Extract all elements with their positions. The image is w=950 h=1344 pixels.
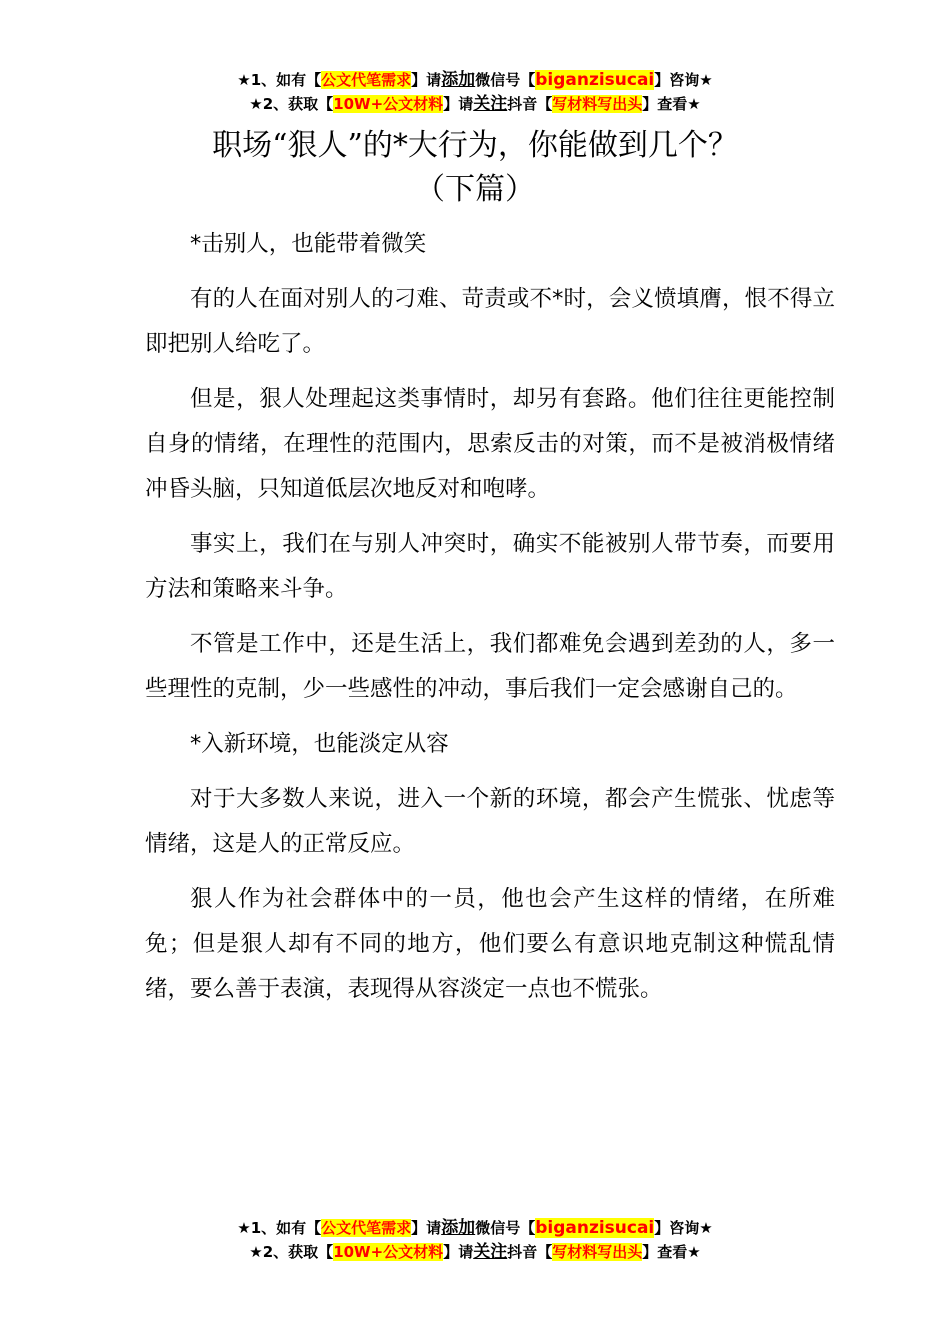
promo-text: 微信号【 [475, 1219, 536, 1237]
document-title: 职场“狠人”的*大行为，你能做到几个？ [212, 128, 738, 163]
promo-text: ★1、如有【 [237, 1219, 322, 1237]
promo-highlight: 10W+公文材料 [333, 95, 444, 113]
paragraph: 但是，狠人处理起这类事情时，却另有套路。他们往往更能控制自身的情绪，在理性的范围内，思索反击的对策，而不是被消极情绪冲昏头脑，只知道低层次地反对和咆哮。 [145, 386, 835, 502]
section-heading: *击别人，也能带着微笑 [190, 231, 427, 257]
promo-underline: 添加 [441, 70, 476, 90]
promo-highlight-douyin: 写材料写出头 [552, 95, 643, 113]
promo-underline: 添加 [441, 1218, 476, 1238]
promo-line-2 [0, 1240, 950, 1264]
promo-text: 抖音【 [507, 95, 553, 113]
promo-highlight-wechat-id: biganzisucai [535, 70, 655, 90]
paragraph: 对于大多数人来说，进入一个新的环境，都会产生慌张、忧虑等情绪，这是人的正常反应。 [145, 786, 835, 857]
paragraph: 狠人作为社会群体中的一员，他也会产生这样的情绪，在所难免；但是狠人却有不同的地方，他们要么有意识地克制这种慌乱情绪，要么善于表演，表现得从容淡定一点也不慌张。 [145, 886, 835, 1002]
document-subtitle: （下篇） [415, 172, 535, 207]
promo-highlight-douyin: 写材料写出头 [552, 1243, 643, 1261]
promo-text: 微信号【 [475, 71, 536, 89]
promo-line-1 [0, 1216, 950, 1240]
promo-line-2 [0, 92, 950, 116]
promo-highlight: 公文代笔需求 [321, 71, 412, 89]
header-promo-banner [0, 68, 950, 116]
promo-text: 】请 [411, 71, 442, 89]
promo-text: ★2、获取【 [249, 1243, 334, 1261]
paragraph: 事实上，我们在与别人冲突时，确实不能被别人带节奏，而要用方法和策略来斗争。 [145, 531, 835, 602]
promo-line-1 [0, 68, 950, 92]
section-heading: *入新环境，也能淡定从容 [190, 731, 449, 757]
paragraph: 有的人在面对别人的刁难、苛责或不*时，会义愤填膺，恨不得立即把别人给吃了。 [145, 286, 835, 357]
promo-text: 抖音【 [507, 1243, 553, 1261]
promo-text: 】请 [443, 95, 474, 113]
promo-text: 】咨询★ [654, 71, 713, 89]
promo-text: ★2、获取【 [249, 95, 334, 113]
promo-underline: 关注 [473, 1242, 508, 1262]
promo-text: 】请 [443, 1243, 474, 1261]
promo-text: 】咨询★ [654, 1219, 713, 1237]
promo-highlight: 10W+公文材料 [333, 1243, 444, 1261]
promo-highlight: 公文代笔需求 [321, 1219, 412, 1237]
promo-text: 】查看★ [642, 95, 701, 113]
document-body [145, 222, 835, 1022]
promo-highlight-wechat-id: biganzisucai [535, 1218, 655, 1238]
promo-underline: 关注 [473, 94, 508, 114]
promo-text: 】请 [411, 1219, 442, 1237]
promo-text: ★1、如有【 [237, 71, 322, 89]
promo-text: 】查看★ [642, 1243, 701, 1261]
paragraph: 不管是工作中，还是生活上，我们都难免会遇到差劲的人，多一些理性的克制，少一些感性的冲动，事后我们一定会感谢自己的。 [145, 631, 835, 702]
footer-promo-banner [0, 1216, 950, 1264]
